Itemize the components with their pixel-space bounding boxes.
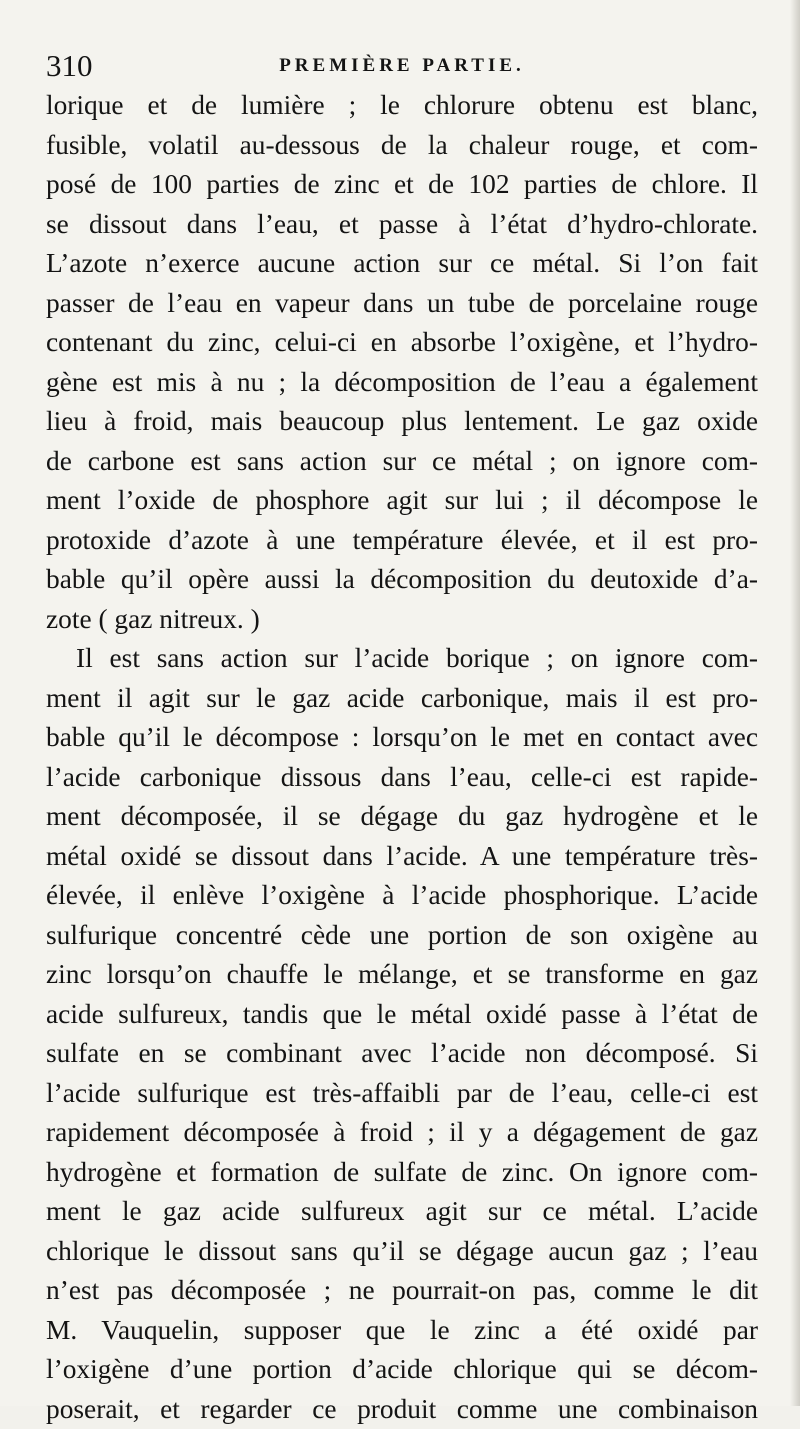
text-line: protoxide d’azote à une température élevée, et il est pro- [46,521,758,561]
text-line: chlorique le dissout sans qu’il se dégage aucun gaz ; l’eau [46,1232,758,1272]
text-line: élevée, il enlève l’oxigène à l’acide phosphorique. L’acide [46,876,758,916]
text-line: M. Vauquelin, supposer que le zinc a été oxidé par [46,1311,758,1351]
paragraph-end-line: zote ( gaz nitreux. ) [46,600,758,640]
text-line: n’est pas décomposée ; ne pourrait-on pas, comme le dit [46,1271,758,1311]
text-line: ment il agit sur le gaz acide carbonique, mais il est pro- [46,679,758,719]
text-line: lorique et de lumière ; le chlorure obtenu est blanc, [46,86,758,126]
text-line: sulfurique concentré cède une portion de son oxigène au [46,916,758,956]
text-line: zinc lorsqu’on chauffe le mélange, et se transforme en gaz [46,955,758,995]
running-head: PREMIÈRE PARTIE. [46,50,758,82]
text-line: ment l’oxide de phosphore agit sur lui ; il décompose le [46,481,758,521]
paragraph-start-line: Il est sans action sur l’acide borique ; on ignore com- [46,639,758,679]
page-edge-shadow [790,0,800,1406]
text-line: l’acide sulfurique est très-affaibli par de l’eau, celle-ci est [46,1074,758,1114]
text-line: bable qu’il opère aussi la décomposition du deutoxide d’a- [46,560,758,600]
text-line: passer de l’eau en vapeur dans un tube de porcelaine rouge [46,284,758,324]
page-header [46,46,758,86]
page-number: 310 [46,46,93,86]
text-line: l’acide carbonique dissous dans l’eau, celle-ci est rapide- [46,758,758,798]
text-line: gène est mis à nu ; la décomposition de l’eau a également [46,363,758,403]
text-line: se dissout dans l’eau, et passe à l’état d’hydro-chlorate. [46,205,758,245]
text-line: de carbone est sans action sur ce métal ; on ignore com- [46,442,758,482]
text-line: L’azote n’exerce aucune action sur ce métal. Si l’on fait [46,244,758,284]
text-line: lieu à froid, mais beaucoup plus lentement. Le gaz oxide [46,402,758,442]
text-line: l’oxigène d’une portion d’acide chlorique qui se décom- [46,1350,758,1390]
body-text [46,86,758,1429]
text-line: rapidement décomposée à froid ; il y a dégagement de gaz [46,1113,758,1153]
text-line: ment décomposée, il se dégage du gaz hydrogène et le [46,797,758,837]
text-line: ment le gaz acide sulfureux agit sur ce métal. L’acide [46,1192,758,1232]
text-line: poserait, et regarder ce produit comme une combinaison [46,1390,758,1429]
text-line: contenant du zinc, celui-ci en absorbe l’oxigène, et l’hydro- [46,323,758,363]
text-line: fusible, volatil au-dessous de la chaleur rouge, et com- [46,126,758,166]
text-line: hydrogène et formation de sulfate de zinc. On ignore com- [46,1153,758,1193]
text-line: acide sulfureux, tandis que le métal oxidé passe à l’état de [46,995,758,1035]
text-line: métal oxidé se dissout dans l’acide. A une température très- [46,837,758,877]
text-line: bable qu’il le décompose : lorsqu’on le met en contact avec [46,718,758,758]
text-line: posé de 100 parties de zinc et de 102 parties de chlore. Il [46,165,758,205]
text-line: sulfate en se combinant avec l’acide non décomposé. Si [46,1034,758,1074]
